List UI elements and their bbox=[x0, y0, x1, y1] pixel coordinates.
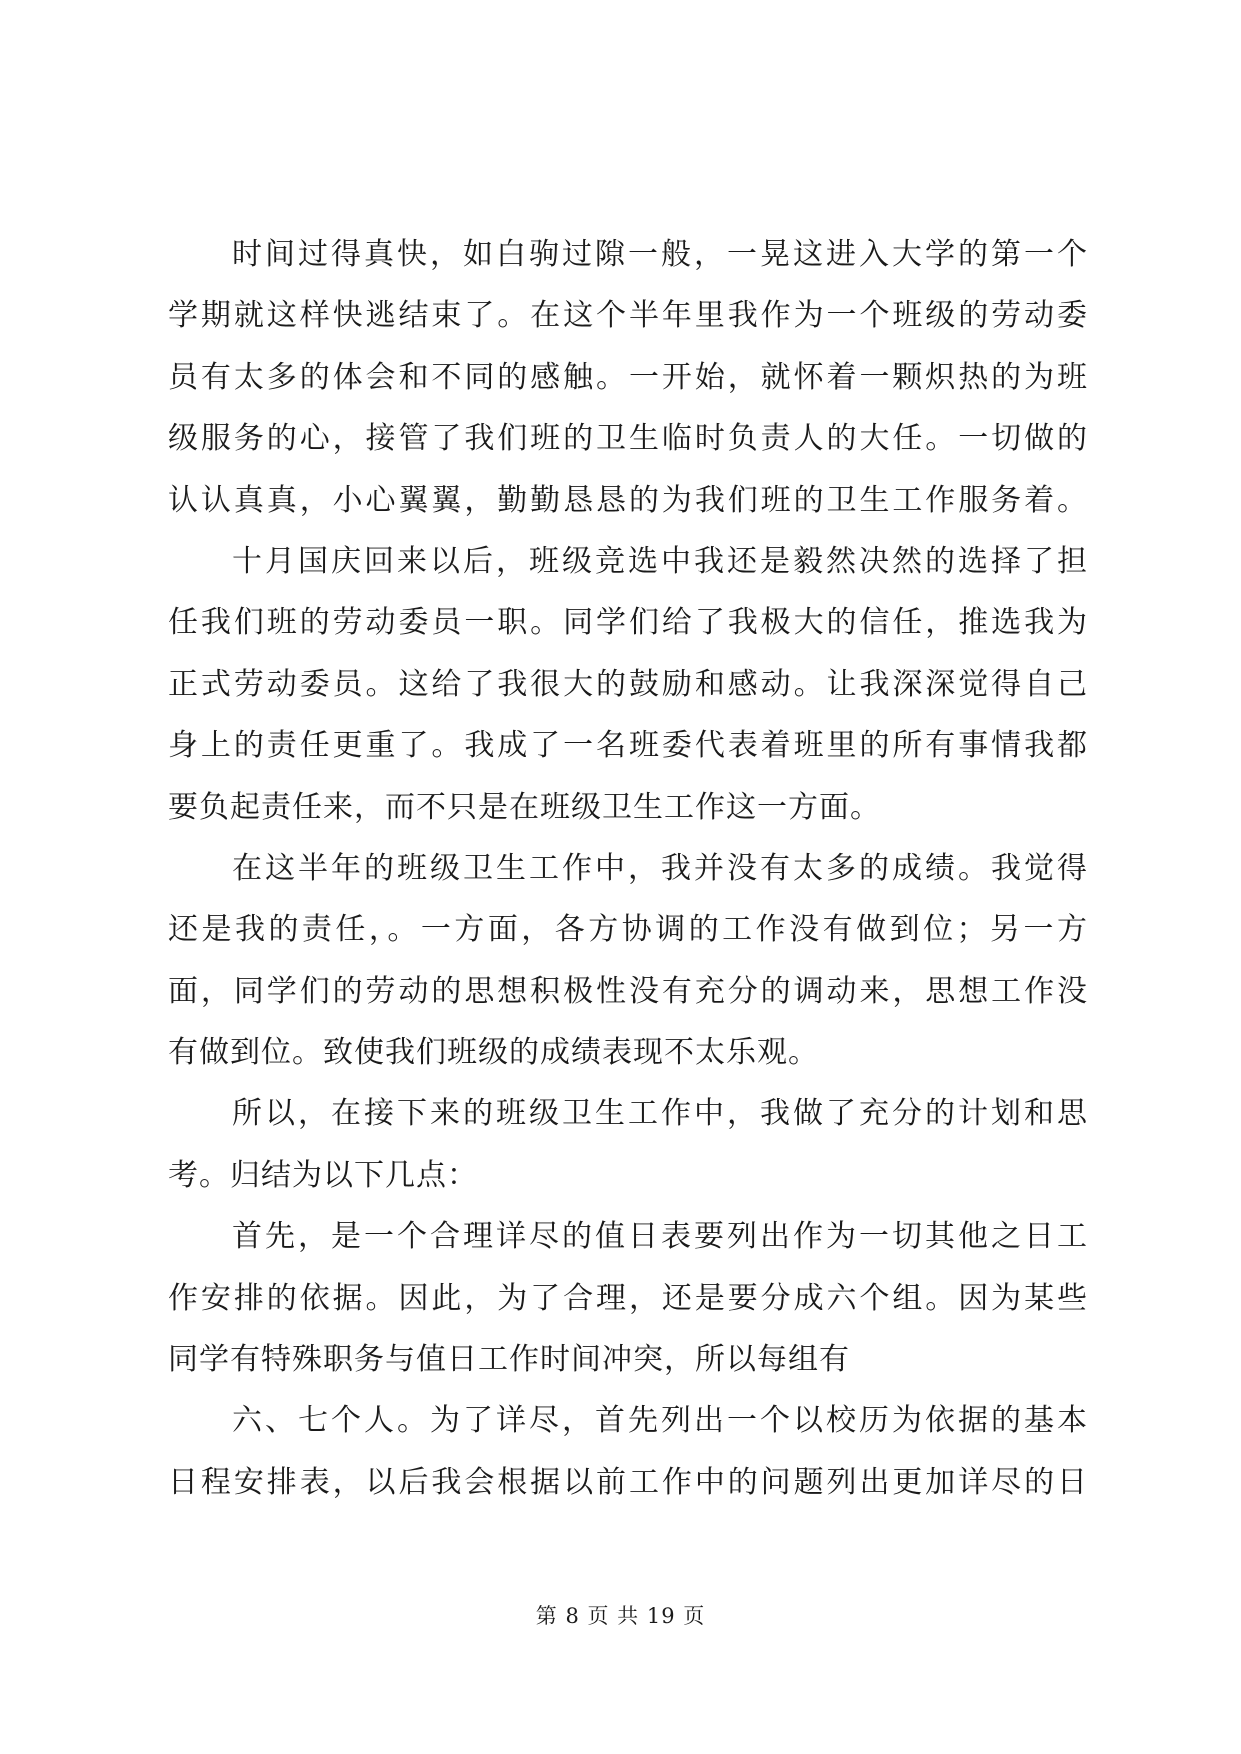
paragraph bbox=[168, 1083, 1088, 1206]
paragraph bbox=[168, 838, 1088, 1084]
text-line: 身上的责任更重了。我成了一名班委代表着班里的所有事情我都 bbox=[168, 728, 1088, 764]
text-line: 十月国庆回来以后，班级竞选中我还是毅然决然的选择了担 bbox=[232, 543, 1088, 579]
paragraph bbox=[168, 1206, 1088, 1390]
text-line: 面，同学们的劳动的思想积极性没有充分的调动来，思想工作没 bbox=[168, 973, 1088, 1009]
text-line: 作安排的依据。因此，为了合理，还是要分成六个组。因为某些 bbox=[168, 1280, 1088, 1316]
text-line: 首先，是一个合理详尽的值日表要列出作为一切其他之日工 bbox=[232, 1219, 1088, 1255]
text-line: 有做到位。致使我们班级的成绩表现不太乐观。 bbox=[168, 1035, 819, 1071]
text-line: 还是我的责任，。一方面，各方协调的工作没有做到位；另一方 bbox=[168, 912, 1088, 948]
text-line: 六、七个人。为了详尽，首先列出一个以校历为依据的基本 bbox=[232, 1403, 1088, 1439]
text-line: 认认真真，小心翼翼，勤勤恳恳的为我们班的卫生工作服务着。 bbox=[168, 482, 1088, 518]
text-line: 同学有特殊职务与值日工作时间冲突，所以每组有 bbox=[168, 1342, 850, 1378]
paragraph bbox=[168, 1390, 1088, 1513]
text-line: 要负起责任来，而不只是在班级卫生工作这一方面。 bbox=[168, 789, 881, 825]
document-body bbox=[168, 224, 1088, 1513]
text-line: 所以，在接下来的班级卫生工作中，我做了充分的计划和思 bbox=[232, 1096, 1088, 1132]
text-line: 级服务的心，接管了我们班的卫生临时负责人的大任。一切做的 bbox=[168, 421, 1088, 457]
text-line: 时间过得真快，如白驹过隙一般，一晃这进入大学的第一个 bbox=[232, 237, 1088, 272]
text-line: 正式劳动委员。这给了我很大的鼓励和感动。让我深深觉得自己 bbox=[168, 666, 1088, 702]
text-line: 考。归结为以下几点： bbox=[168, 1157, 478, 1193]
text-line: 员有太多的体会和不同的感触。一开始，就怀着一颗炽热的为班 bbox=[168, 359, 1088, 395]
page-number-footer: 第 8 页 共 19 页 bbox=[535, 1604, 706, 1628]
text-line: 日程安排表，以后我会根据以前工作中的问题列出更加详尽的日 bbox=[168, 1464, 1088, 1500]
text-line: 在这半年的班级卫生工作中，我并没有太多的成绩。我觉得 bbox=[232, 850, 1088, 886]
paragraph bbox=[168, 531, 1088, 838]
text-line: 任我们班的劳动委员一职。同学们给了我极大的信任，推选我为 bbox=[168, 605, 1088, 641]
paragraph bbox=[168, 224, 1088, 531]
text-line: 学期就这样快逃结束了。在这个半年里我作为一个班级的劳动委 bbox=[168, 298, 1088, 334]
